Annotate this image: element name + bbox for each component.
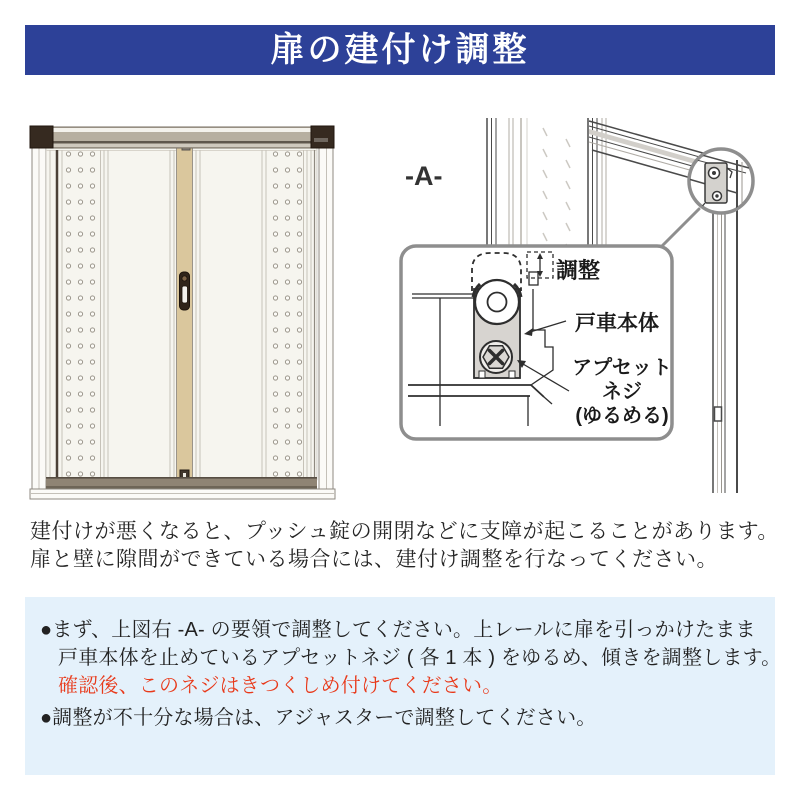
- note-bullet1-line2: 戸車本体を止めているアプセットネジ ( 各 1 本 ) をゆるめ、傾きを調整します。: [58, 647, 782, 669]
- adjustment-detail-diagram: [395, 105, 800, 505]
- perforation-dots-right: [273, 152, 301, 476]
- intro-line-2: 扉と壁に隙間ができている場合には、建付け調整を行なってください。: [30, 547, 718, 571]
- intro-line-1: 建付けが悪くなると、プッシュ錠の開閉などに支障が起こることがあります。: [30, 520, 779, 543]
- push-lock-handle: [180, 272, 190, 310]
- magnifier-leader-line: [662, 209, 699, 246]
- intro-paragraph: [30, 518, 779, 573]
- upset-screw: [480, 341, 512, 373]
- door-illustration: [25, 110, 337, 502]
- rail-end-cap-left: [30, 126, 53, 148]
- door-edge-section-lines: [487, 118, 527, 246]
- figure-label-a: -A-: [405, 161, 443, 191]
- upset-screw-label: [563, 356, 681, 428]
- door-top-rail: [30, 126, 334, 148]
- door-bottom-rail: [30, 477, 335, 499]
- upset-screw-label-line1: アプセット: [572, 357, 672, 379]
- note-warning-text: 確認後、このネジはきつくしめ付けてください。: [58, 675, 503, 697]
- frame-clip-detail: [715, 407, 722, 421]
- page-title: 扉の建付け調整: [270, 31, 530, 69]
- roller-body-label: 戸車本体: [575, 312, 659, 335]
- note-bullet2: ●調整が不十分な場合は、アジャスターで調整してください。: [40, 707, 597, 729]
- notes-box: [25, 597, 782, 775]
- upset-screw-label-line3: (ゆるめる): [575, 405, 669, 427]
- rail-end-cap-right: [311, 126, 334, 148]
- glass-hatch-texture: [543, 128, 570, 252]
- perforation-dots-left: [66, 152, 94, 476]
- roller-wheel: [473, 280, 521, 324]
- upset-screw-label-line2: ネジ: [602, 381, 642, 403]
- adjust-label: 調整: [556, 258, 601, 283]
- title-banner: [25, 25, 775, 75]
- note-bullet1-line1: ●まず、上図右 -A- の要領で調整してください。上レールに扉を引っかけたまま: [40, 619, 756, 641]
